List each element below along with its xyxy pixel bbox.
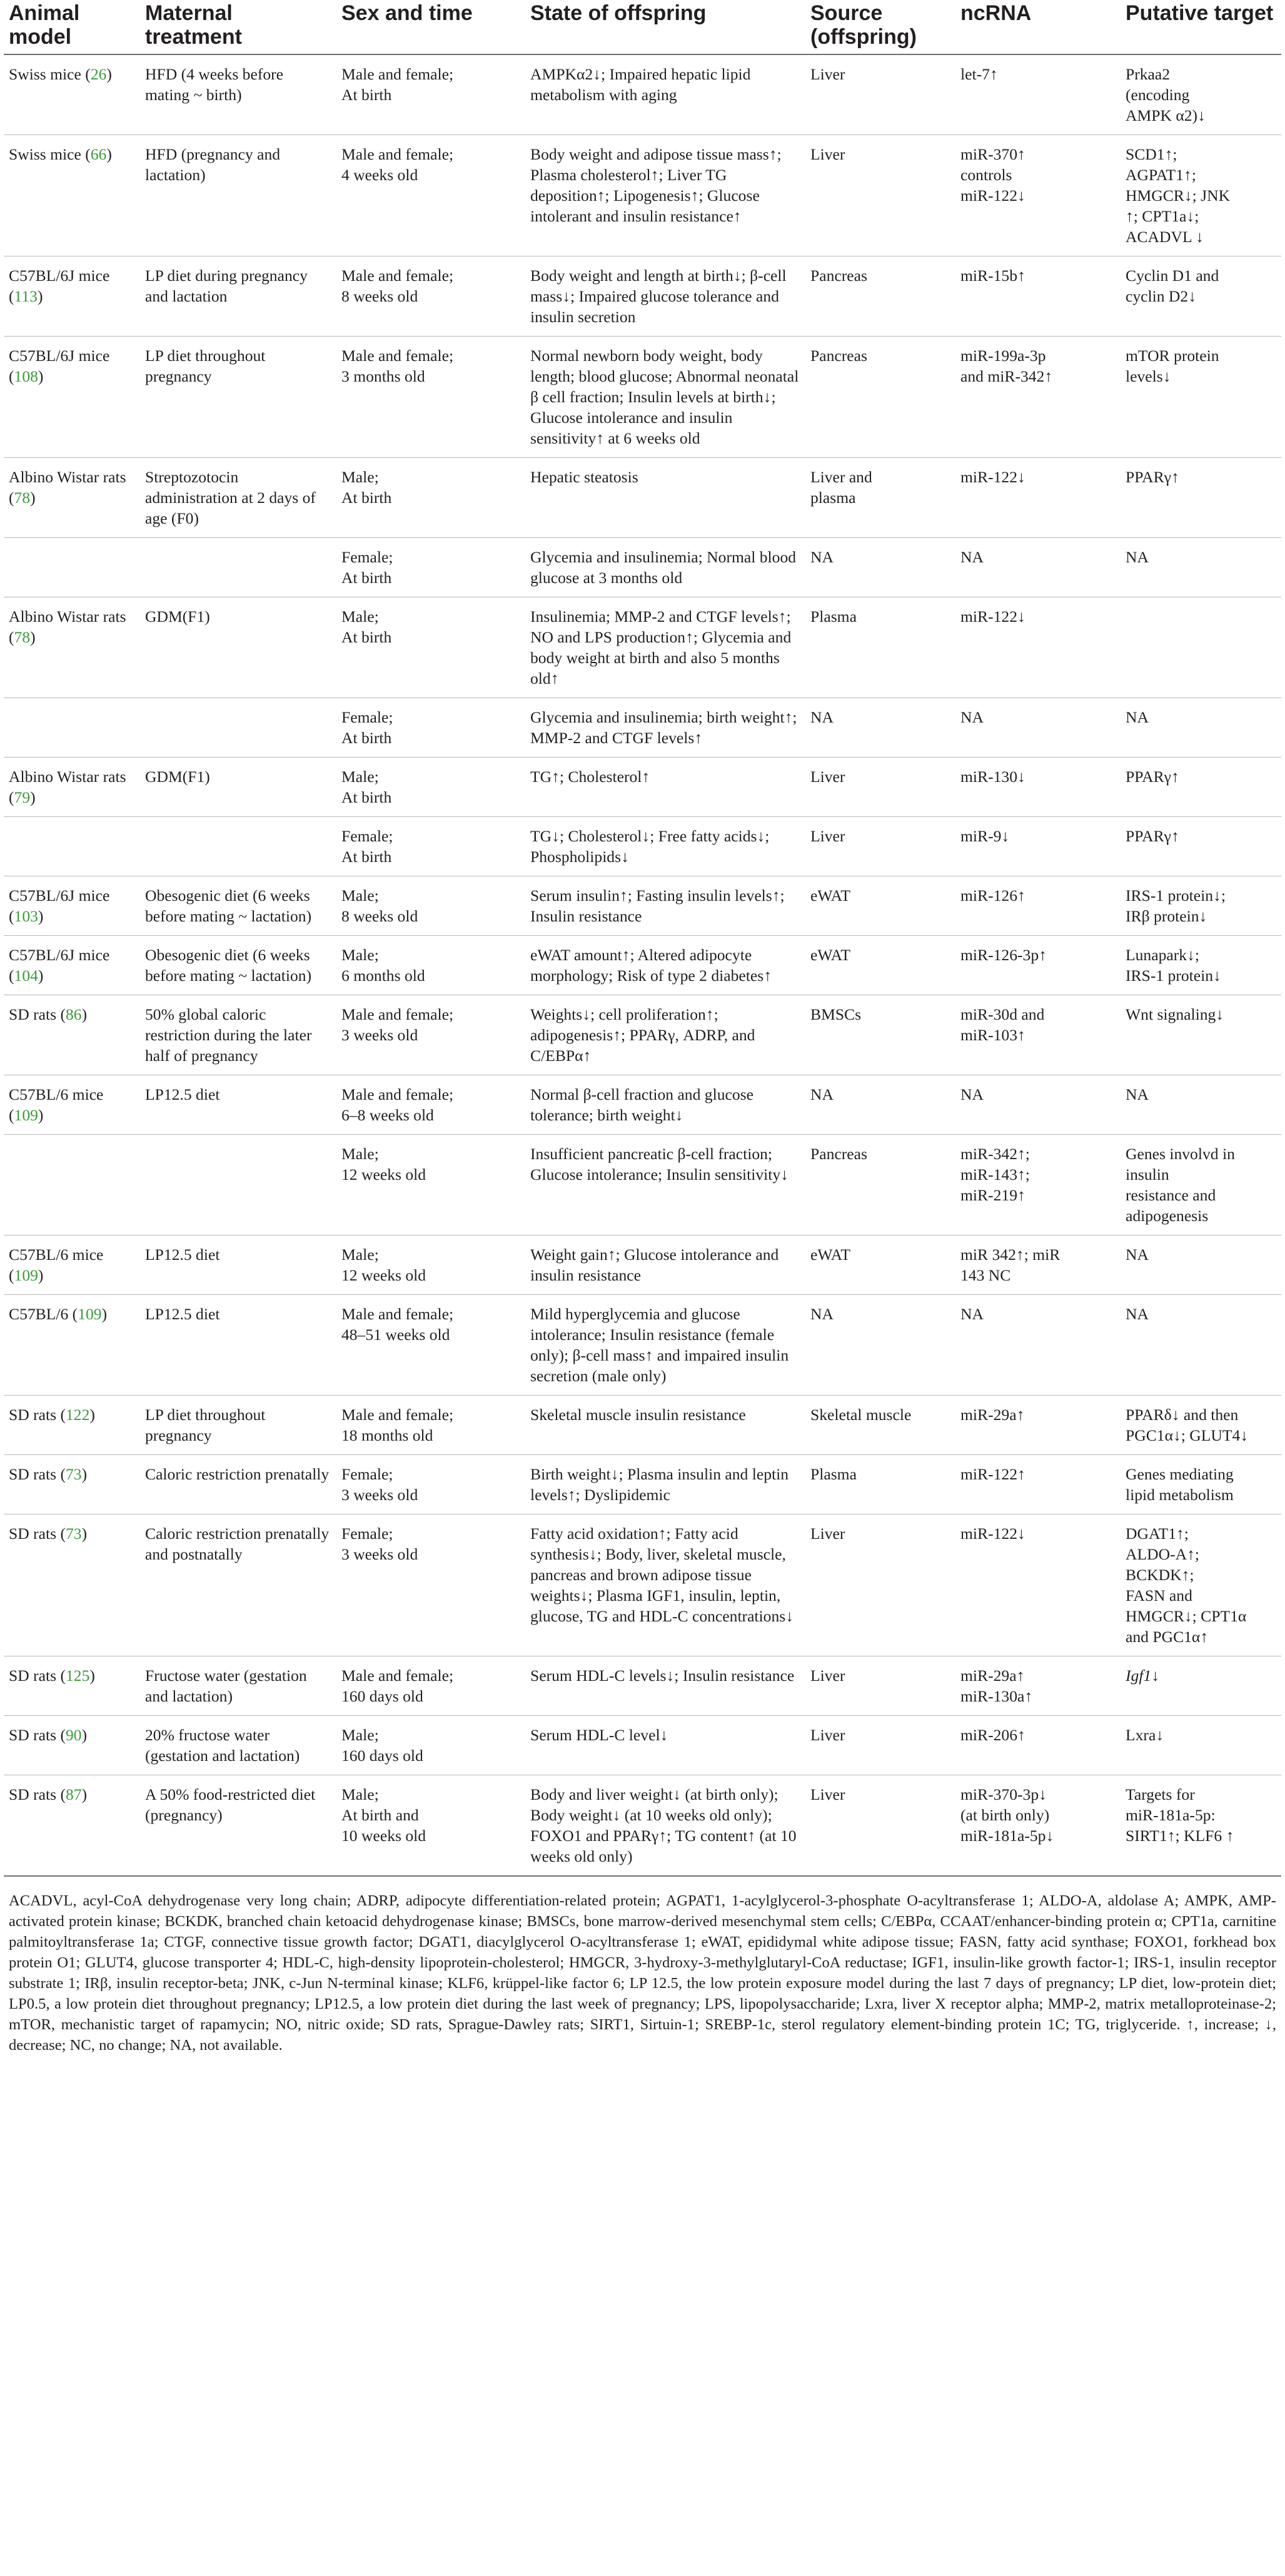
cell-sex-and-time: Male; 6 months old xyxy=(341,946,425,985)
cell-state-of-offspring: Insufficient pancreatic β-cell fraction; Glucose intolerance; Insulin sensitivity↓ xyxy=(530,1145,789,1184)
cell-animal-model: C57BL/6 (109) xyxy=(9,1305,108,1323)
cell-animal-model: SD rats (86) xyxy=(9,1005,88,1023)
cell-sex-and-time: Male; 8 weeks old xyxy=(341,886,418,925)
cell-source: Liver xyxy=(810,1666,845,1685)
cell-source: BMSCs xyxy=(810,1005,862,1023)
cell-maternal-treatment: LP diet during pregnancy and lactation xyxy=(145,266,308,305)
cell-sex-and-time: Male; At birth xyxy=(341,768,392,806)
animal-model-text: SD rats xyxy=(9,1406,57,1424)
cell-ncrna: NA xyxy=(960,708,984,726)
cell-sex-and-time: Male and female; At birth xyxy=(341,65,454,104)
cell-state-of-offspring: Normal β-cell fraction and glucose tolerance; birth weight↓ xyxy=(530,1085,753,1124)
table-row xyxy=(4,995,1281,1075)
cell-putative-target: Genes involvd in insulin resistance and adipogenesis xyxy=(1126,1145,1235,1225)
cell-ncrna: miR-9↓ xyxy=(960,827,1010,845)
cell-animal-model: SD rats (73) xyxy=(9,1465,88,1483)
cell-source: Liver xyxy=(810,1726,845,1744)
cell-putative-target: Igf1↓ xyxy=(1126,1666,1160,1685)
cell-maternal-treatment: LP diet throughout pregnancy xyxy=(145,1406,266,1444)
cell-ncrna: miR-370-3p↓ (at birth only) miR-181a-5p↓ xyxy=(960,1785,1054,1845)
cell-state-of-offspring: Glycemia and insulinemia; birth weight↑; MMP-2 and CTGF levels↑ xyxy=(530,708,797,747)
reference-link[interactable]: 109 xyxy=(14,1266,38,1284)
cell-ncrna: NA xyxy=(960,1305,984,1323)
cell-sex-and-time: Male and female; 160 days old xyxy=(341,1666,454,1705)
header-putative-target: Putative target xyxy=(1126,1,1274,25)
cell-sex-and-time: Male; At birth xyxy=(341,468,392,507)
cell-animal-model xyxy=(4,698,140,758)
cell-source: Plasma xyxy=(810,1465,857,1483)
cell-maternal-treatment: Fructose water (gestation and lactation) xyxy=(145,1666,307,1705)
table-row xyxy=(4,698,1281,758)
cell-animal-model: Swiss mice (26) xyxy=(9,65,112,83)
cell-state-of-offspring: Insulinemia; MMP-2 and CTGF levels↑; NO and LPS production↑; Glycemia and body weight at birth and also 5 months old↑ xyxy=(530,607,792,687)
cell-animal-model: SD rats (125) xyxy=(9,1666,95,1685)
cell-source: NA xyxy=(810,1085,834,1103)
cell-state-of-offspring: Serum HDL-C levels↓; Insulin resistance xyxy=(530,1666,795,1685)
table-row xyxy=(4,1295,1281,1396)
cell-maternal-treatment: 50% global caloric restriction during the later half of pregnancy xyxy=(145,1005,312,1065)
cell-sex-and-time: Male and female; 3 months old xyxy=(341,347,454,385)
cell-animal-model: C57BL/6J mice (104) xyxy=(9,946,110,985)
cell-putative-target: mTOR protein levels↓ xyxy=(1126,347,1219,385)
table-row xyxy=(4,876,1281,936)
table-row xyxy=(4,1514,1281,1656)
cell-ncrna: miR-29a↑ miR-130a↑ xyxy=(960,1666,1033,1705)
cell-state-of-offspring: Body and liver weight↓ (at birth only); Body weight↓ (at 10 weeks old only); FOXO1 and PPARγ↑; TG content↑ (at 10 weeks old only) xyxy=(530,1785,797,1865)
cell-animal-model: C57BL/6 mice (109) xyxy=(9,1085,104,1124)
cell-state-of-offspring: Fatty acid oxidation↑; Fatty acid synthesis↓; Body, liver, skeletal muscle, pancreas and brown adipose tissue weights↓; Plasma IGF1, insulin, leptin, glucose, TG and HDL-C concentrations↓ xyxy=(530,1524,794,1625)
cell-source: Liver xyxy=(810,1524,845,1543)
cell-maternal-treatment: Streptozotocin administration at 2 days of age (F0) xyxy=(145,468,316,527)
reference-link[interactable]: 73 xyxy=(66,1465,82,1483)
cell-sex-and-time: Female; 3 weeks old xyxy=(341,1465,418,1504)
cell-ncrna: miR-122↓ xyxy=(960,607,1025,626)
cell-state-of-offspring: Glycemia and insulinemia; Normal blood glucose at 3 months old xyxy=(530,548,797,587)
cell-sex-and-time: Male and female; 6–8 weeks old xyxy=(341,1085,454,1124)
cell-sex-and-time: Female; At birth xyxy=(341,708,393,747)
cell-ncrna: miR-122↑ xyxy=(960,1465,1025,1483)
reference-link[interactable]: 125 xyxy=(66,1666,90,1685)
cell-maternal-treatment: LP diet throughout pregnancy xyxy=(145,347,266,385)
animal-model-text: C57BL/6 xyxy=(9,1305,69,1323)
reference-link[interactable]: 26 xyxy=(90,65,107,83)
cell-animal-model: Swiss mice (66) xyxy=(9,145,112,163)
cell-state-of-offspring: Normal newborn body weight, body length; blood glucose; Abnormal neonatal β cell fraction; Insulin levels at birth↓; Glucose intolerance and insulin sensitivity↑ at 6 weeks old xyxy=(530,347,799,447)
cell-animal-model xyxy=(4,817,140,876)
cell-putative-target: NA xyxy=(1126,1085,1149,1103)
cell-maternal-treatment: LP12.5 diet xyxy=(145,1085,220,1103)
cell-source: NA xyxy=(810,708,834,726)
cell-putative-target: Prkaa2 (encoding AMPK α2)↓ xyxy=(1126,65,1206,124)
table-footnote: ACADVL, acyl-CoA dehydrogenase very long chain; ADRP, adipocyte differentiation-related protein; AGPAT1, 1-acylglycerol-3-phosphate O-acyltransferase 1; ALDO-A, aldolase A; AMPK, AMP-activated protein kinase; BCKDK, branched chain ketoacid dehydrogenase kinase; BMSCs, bone marrow-derived mesenchymal stem cells; C/EBPα, CCAAT/enhancer-binding protein α; CPT1a, carnitine palmitoyltransferase 1a; CTGF, connective tissue growth factor; DGAT1, diacylglycerol O-acyltransferase 1; eWAT, epididymal white adipose tissue; FASN, fatty acid synthase; FOXO1, forkhead box protein O1; GLUT4, glucose transporter 4; HDL-C, high-density lipoprotein-cholesterol; HMGCR, 3-hydroxy-3-methylglutaryl-CoA reductase; IGF1, insulin-like growth factor-1; IRS-1, insulin receptor substrate 1; IRβ, insulin receptor-beta; JNK, c-Jun N-terminal kinase; KLF6, krüppel-like factor 6; LP 12.5, the low protein exposure model during the last 7 days of pregnancy; LP diet, low-protein diet; LP0.5, a low protein diet throughout pregnancy; LP12.5, a low protein diet during the last week of pregnancy; LPS, lipopolysaccharide; Lxra, liver X receptor alpha; MMP-2, matrix metalloproteinase-2; mTOR, mechanistic target of rapamycin; NO, nitric oxide; SD rats, Sprague-Dawley rats; SIRT1, Sirtuin-1; SREBP-1c, sterol regulatory element-binding protein 1C; TG, triglyceride. ↑, increase; ↓, decrease; NC, no change; NA, not available. xyxy=(4,1875,1281,2056)
cell-source: Pancreas xyxy=(810,1145,867,1163)
cell-state-of-offspring: TG↓; Cholesterol↓; Free fatty acids↓; Phospholipids↓ xyxy=(530,827,770,866)
reference-link[interactable]: 90 xyxy=(66,1726,82,1744)
cell-putative-target: Lxra↓ xyxy=(1126,1726,1164,1744)
table-row xyxy=(4,1235,1281,1295)
cell-animal-model: Albino Wistar rats (78) xyxy=(9,468,126,507)
cell-maternal-treatment: HFD (pregnancy and lactation) xyxy=(145,145,281,184)
cell-maternal-treatment: Obesogenic diet (6 weeks before mating ~ lactation) xyxy=(145,886,312,925)
cell-state-of-offspring: Body weight and length at birth↓; β-cell mass↓; Impaired glucose tolerance and insulin secretion xyxy=(530,266,787,326)
table-row xyxy=(4,1455,1281,1514)
cell-putative-target: PPARγ↑ xyxy=(1126,468,1179,486)
cell-sex-and-time: Male; 12 weeks old xyxy=(341,1145,426,1184)
cell-maternal-treatment: LP12.5 diet xyxy=(145,1245,220,1264)
cell-maternal-treatment xyxy=(140,698,336,758)
table-row xyxy=(4,936,1281,995)
cell-sex-and-time: Male and female; 3 weeks old xyxy=(341,1005,454,1044)
cell-source: Liver xyxy=(810,145,845,163)
cell-maternal-treatment: 20% fructose water (gestation and lactation) xyxy=(145,1726,300,1765)
reference-link[interactable]: 104 xyxy=(14,966,38,985)
cell-ncrna: let-7↑ xyxy=(960,65,998,83)
cell-state-of-offspring: Birth weight↓; Plasma insulin and leptin levels↑; Dyslipidemic xyxy=(530,1465,789,1504)
cell-putative-target: Targets for miR-181a-5p: SIRT1↑; KLF6 ↑ xyxy=(1126,1785,1234,1845)
cell-ncrna: miR-30d and miR-103↑ xyxy=(960,1005,1045,1044)
header-sex-and-time: Sex and time xyxy=(341,1,473,25)
cell-animal-model xyxy=(4,1135,140,1235)
animal-model-text: Swiss mice xyxy=(9,65,81,83)
reference-link[interactable]: 86 xyxy=(66,1005,82,1023)
cell-putative-target: Genes mediating lipid metabolism xyxy=(1126,1465,1234,1504)
cell-sex-and-time: Female; At birth xyxy=(341,827,393,866)
cell-source: Liver and plasma xyxy=(810,468,872,507)
table-row xyxy=(4,538,1281,597)
cell-animal-model: C57BL/6 mice (109) xyxy=(9,1245,104,1284)
cell-ncrna: miR 342↑; miR 143 NC xyxy=(960,1245,1061,1284)
cell-animal-model: SD rats (122) xyxy=(9,1406,95,1424)
cell-putative-target xyxy=(1121,597,1281,698)
animal-model-text: SD rats xyxy=(9,1005,57,1023)
cell-source: NA xyxy=(810,548,834,566)
cell-animal-model xyxy=(4,538,140,597)
cell-source: Liver xyxy=(810,1785,845,1803)
cell-source: Pancreas xyxy=(810,266,867,285)
cell-ncrna: miR-370↑ controls miR-122↓ xyxy=(960,145,1025,205)
table-row xyxy=(4,1075,1281,1135)
cell-putative-target: Wnt signaling↓ xyxy=(1126,1005,1224,1023)
cell-state-of-offspring: AMPKα2↓; Impaired hepatic lipid metabolism with aging xyxy=(530,65,751,104)
cell-maternal-treatment: GDM(F1) xyxy=(145,768,210,786)
table-row xyxy=(4,54,1281,135)
table-row xyxy=(4,758,1281,817)
cell-sex-and-time: Male and female; 4 weeks old xyxy=(341,145,454,184)
reference-link[interactable]: 87 xyxy=(66,1785,82,1803)
cell-ncrna: miR-122↓ xyxy=(960,468,1025,486)
header-row xyxy=(4,0,1281,54)
cell-state-of-offspring: TG↑; Cholesterol↑ xyxy=(530,768,650,786)
cell-animal-model: C57BL/6J mice (113) xyxy=(9,266,110,305)
table-row xyxy=(4,597,1281,698)
cell-state-of-offspring: Hepatic steatosis xyxy=(530,468,638,486)
data-table xyxy=(4,0,1281,1876)
cell-maternal-treatment: Obesogenic diet (6 weeks before mating ~ lactation) xyxy=(145,946,312,985)
table-row xyxy=(4,1656,1281,1716)
cell-animal-model: SD rats (87) xyxy=(9,1785,88,1803)
header-source: Source (offspring) xyxy=(810,1,917,49)
cell-source: Pancreas xyxy=(810,347,867,365)
cell-source: Liver xyxy=(810,65,845,83)
cell-sex-and-time: Male and female; 8 weeks old xyxy=(341,266,454,305)
table-row xyxy=(4,135,1281,256)
cell-ncrna: miR-206↑ xyxy=(960,1726,1025,1744)
cell-state-of-offspring: Body weight and adipose tissue mass↑; Plasma cholesterol↑; Liver TG deposition↑; Lipogenesis↑; Glucose intolerant and insulin resistance↑ xyxy=(530,145,782,225)
cell-sex-and-time: Male; At birth and 10 weeks old xyxy=(341,1785,426,1845)
table-body xyxy=(4,54,1281,1876)
cell-putative-target: NA xyxy=(1126,1245,1149,1264)
cell-animal-model: SD rats (90) xyxy=(9,1726,88,1744)
animal-model-text: C57BL/6J mice xyxy=(9,946,110,964)
animal-model-text: C57BL/6J mice xyxy=(9,886,110,905)
cell-state-of-offspring: Skeletal muscle insulin resistance xyxy=(530,1406,746,1424)
header-ncrna: ncRNA xyxy=(960,1,1032,25)
header-animal-model: Animal model xyxy=(9,1,80,49)
cell-putative-target: NA xyxy=(1126,548,1149,566)
animal-model-text: Albino Wistar rats xyxy=(9,768,126,786)
animal-model-text: C57BL/6J mice xyxy=(9,266,110,285)
cell-source: Liver xyxy=(810,768,845,786)
cell-maternal-treatment: HFD (4 weeks before mating ~ birth) xyxy=(145,65,284,104)
animal-model-text: SD rats xyxy=(9,1726,57,1744)
cell-maternal-treatment: Caloric restriction prenatally and postnatally xyxy=(145,1524,330,1563)
animal-model-text: SD rats xyxy=(9,1785,57,1803)
cell-state-of-offspring: Serum HDL-C level↓ xyxy=(530,1726,668,1744)
cell-ncrna: miR-199a-3p and miR-342↑ xyxy=(960,347,1053,385)
cell-sex-and-time: Male and female; 18 months old xyxy=(341,1406,454,1444)
cell-source: eWAT xyxy=(810,886,850,905)
reference-link[interactable]: 66 xyxy=(90,145,107,163)
cell-ncrna: NA xyxy=(960,548,984,566)
animal-model-text: SD rats xyxy=(9,1666,57,1685)
cell-state-of-offspring: Weight gain↑; Glucose intolerance and insulin resistance xyxy=(530,1245,779,1284)
cell-sex-and-time: Male; 160 days old xyxy=(341,1726,423,1765)
cell-maternal-treatment xyxy=(140,1135,336,1235)
cell-maternal-treatment xyxy=(140,538,336,597)
cell-ncrna: miR-29a↑ xyxy=(960,1406,1025,1424)
cell-sex-and-time: Female; 3 weeks old xyxy=(341,1524,418,1563)
cell-ncrna: miR-126↑ xyxy=(960,886,1025,905)
cell-ncrna: miR-15b↑ xyxy=(960,266,1025,285)
cell-ncrna: miR-126-3p↑ xyxy=(960,946,1047,964)
cell-maternal-treatment xyxy=(140,817,336,876)
cell-ncrna: miR-342↑; miR-143↑; miR-219↑ xyxy=(960,1145,1030,1204)
cell-maternal-treatment: LP12.5 diet xyxy=(145,1305,220,1323)
animal-model-text: SD rats xyxy=(9,1524,57,1543)
cell-ncrna: miR-122↓ xyxy=(960,1524,1025,1543)
cell-animal-model: SD rats (73) xyxy=(9,1524,88,1543)
cell-putative-target: PPARδ↓ and then PGC1α↓; GLUT4↓ xyxy=(1126,1406,1249,1444)
cell-source: Liver xyxy=(810,827,845,845)
reference-link[interactable]: 73 xyxy=(66,1524,82,1543)
cell-source: eWAT xyxy=(810,1245,850,1264)
cell-source: Skeletal muscle xyxy=(810,1406,912,1424)
cell-animal-model: Albino Wistar rats (78) xyxy=(9,607,126,646)
cell-maternal-treatment: A 50% food-restricted diet (pregnancy) xyxy=(145,1785,316,1824)
animal-model-text: SD rats xyxy=(9,1465,57,1483)
cell-putative-target: Cyclin D1 and cyclin D2↓ xyxy=(1126,266,1219,305)
animal-model-text: C57BL/6 mice xyxy=(9,1245,104,1264)
table-row xyxy=(4,1716,1281,1775)
table-row xyxy=(4,817,1281,876)
cell-putative-target: PPARγ↑ xyxy=(1126,768,1179,786)
reference-link[interactable]: 103 xyxy=(14,907,38,925)
reference-link[interactable]: 109 xyxy=(78,1305,102,1323)
animal-model-text: Albino Wistar rats xyxy=(9,607,126,626)
cell-putative-target: Lunapark↓; IRS-1 protein↓ xyxy=(1126,946,1221,985)
cell-ncrna: miR-130↓ xyxy=(960,768,1025,786)
cell-animal-model: C57BL/6J mice (108) xyxy=(9,347,110,385)
reference-link[interactable]: 79 xyxy=(14,788,31,806)
cell-sex-and-time: Male and female; 48–51 weeks old xyxy=(341,1305,454,1344)
animal-model-text: Albino Wistar rats xyxy=(9,468,126,486)
table-header xyxy=(4,0,1281,54)
cell-state-of-offspring: Mild hyperglycemia and glucose intolerance; Insulin resistance (female only); β-cell mass↑ and impaired insulin secretion (male only) xyxy=(530,1305,789,1385)
table-row xyxy=(4,1775,1281,1876)
cell-putative-target: PPARγ↑ xyxy=(1126,827,1179,845)
table-row xyxy=(4,458,1281,538)
animal-model-text: Swiss mice xyxy=(9,145,81,163)
cell-sex-and-time: Male; 12 weeks old xyxy=(341,1245,426,1284)
cell-source: eWAT xyxy=(810,946,850,964)
cell-source: NA xyxy=(810,1305,834,1323)
cell-animal-model: Albino Wistar rats (79) xyxy=(9,768,126,806)
animal-model-text: C57BL/6J mice xyxy=(9,347,110,365)
table-row xyxy=(4,1135,1281,1235)
header-maternal-treatment: Maternal treatment xyxy=(145,1,242,49)
cell-animal-model: C57BL/6J mice (103) xyxy=(9,886,110,925)
cell-putative-target: NA xyxy=(1126,708,1149,726)
table-row xyxy=(4,337,1281,458)
cell-putative-target: DGAT1↑; ALDO-A↑; BCKDK↑; FASN and HMGCR↓; CPT1α and PGC1α↑ xyxy=(1126,1524,1247,1646)
reference-link[interactable]: 78 xyxy=(14,628,31,646)
reference-link[interactable]: 108 xyxy=(14,367,38,385)
reference-link[interactable]: 113 xyxy=(14,287,38,305)
cell-putative-target: IRS-1 protein↓; IRβ protein↓ xyxy=(1126,886,1226,925)
table-row xyxy=(4,256,1281,337)
cell-maternal-treatment: GDM(F1) xyxy=(145,607,210,626)
animal-model-text: C57BL/6 mice xyxy=(9,1085,104,1103)
cell-ncrna: NA xyxy=(960,1085,984,1103)
cell-state-of-offspring: Weights↓; cell proliferation↑; adipogenesis↑; PPARγ, ADRP, and C/EBPα↑ xyxy=(530,1005,755,1065)
cell-source: Plasma xyxy=(810,607,857,626)
table-row xyxy=(4,1396,1281,1455)
reference-link[interactable]: 78 xyxy=(14,489,31,507)
cell-maternal-treatment: Caloric restriction prenatally xyxy=(145,1465,330,1483)
cell-putative-target: NA xyxy=(1126,1305,1149,1323)
reference-link[interactable]: 122 xyxy=(66,1406,90,1424)
cell-state-of-offspring: eWAT amount↑; Altered adipocyte morphology; Risk of type 2 diabetes↑ xyxy=(530,946,772,985)
cell-state-of-offspring: Serum insulin↑; Fasting insulin levels↑; Insulin resistance xyxy=(530,886,785,925)
cell-putative-target: SCD1↑; AGPAT1↑; HMGCR↓; JNK ↑; CPT1a↓; ACADVL ↓ xyxy=(1126,145,1231,246)
header-state-of-offspring: State of offspring xyxy=(530,1,707,25)
reference-link[interactable]: 109 xyxy=(14,1106,38,1124)
cell-sex-and-time: Female; At birth xyxy=(341,548,393,587)
cell-sex-and-time: Male; At birth xyxy=(341,607,392,646)
